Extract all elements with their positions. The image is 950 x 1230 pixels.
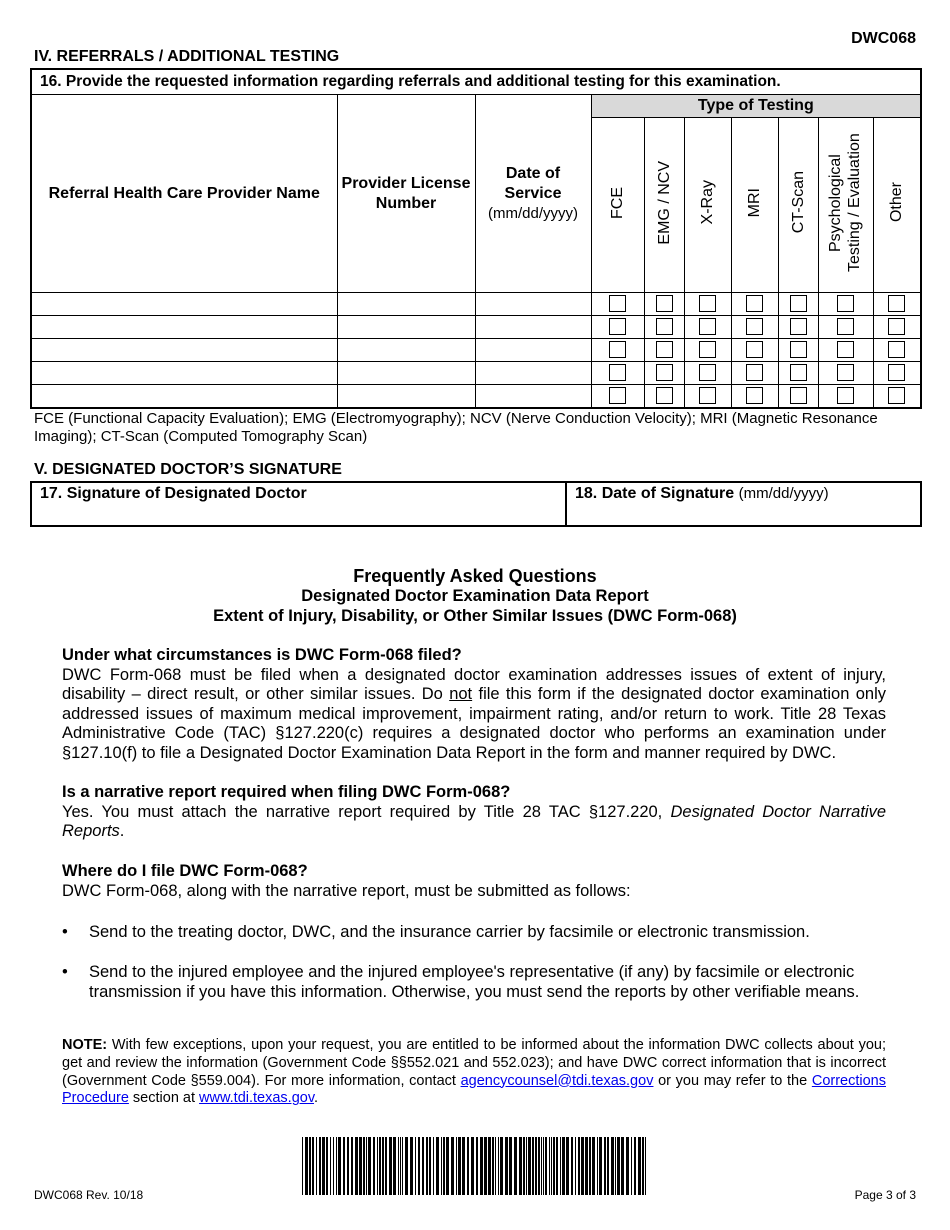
- form-id: DWC068: [851, 30, 916, 47]
- psychological-checkbox[interactable]: [837, 364, 854, 381]
- xray-checkbox[interactable]: [699, 318, 716, 335]
- referrals-table: [30, 68, 922, 409]
- mri-checkbox[interactable]: [746, 341, 763, 358]
- q18-format: (mm/dd/yyyy): [738, 485, 829, 502]
- question-16: 16. Provide the requested information regarding referrals and additional testing for this examination.: [31, 69, 921, 95]
- emg-ncv-checkbox[interactable]: [656, 318, 673, 335]
- date-input[interactable]: [475, 293, 591, 316]
- faq-section-3: [62, 862, 886, 901]
- col-license-number: Provider License Number: [337, 95, 475, 293]
- emg-ncv-checkbox[interactable]: [656, 364, 673, 381]
- license-input[interactable]: [337, 385, 475, 409]
- footer-page-number: Page 3 of 3: [854, 1188, 916, 1202]
- bullet-text-2: Send to the injured employee and the injured employee's representative (if any) by facsimile or electronic transmission if you have this information. Otherwise, you must send the reports by other verifiable means.: [89, 963, 860, 1001]
- psychological-checkbox[interactable]: [837, 318, 854, 335]
- xray-checkbox[interactable]: [699, 341, 716, 358]
- fce-checkbox[interactable]: [609, 364, 626, 381]
- other-checkbox[interactable]: [888, 295, 905, 312]
- agency-counsel-email-link[interactable]: agencycounsel@tdi.texas.gov: [460, 1072, 654, 1089]
- faq-subtitle-1: Designated Doctor Examination Data Report: [301, 587, 649, 605]
- mri-checkbox[interactable]: [746, 364, 763, 381]
- faq-answer-1: DWC Form-068 must be filed when a designated doctor examination addresses issues of extent of injury, disability – direct result, or other similar issues. Do not file this form if the designated doctor examination only addressed issues of maximum medical improvement, impairment rating, and/or return to work. Title 28 Texas Administrative Code (TAC) §127.220(c) requires a designated doctor who performs an examination under §127.10(f) to file a Designated Doctor Examination Data Report in the form and manner required by DWC.: [62, 665, 886, 762]
- signature-field[interactable]: [31, 482, 566, 526]
- other-checkbox[interactable]: [888, 364, 905, 381]
- date-input[interactable]: [475, 316, 591, 339]
- section-iv-title: IV. REFERRALS / ADDITIONAL TESTING: [34, 48, 340, 65]
- license-input[interactable]: [337, 293, 475, 316]
- abbreviation-legend: FCE (Functional Capacity Evaluation); EMG (Electromyography); NCV (Nerve Conduction Velocity); MRI (Magnetic Resonance Imaging); CT-Scan (Computed Tomography Scan): [34, 410, 878, 445]
- mri-checkbox[interactable]: [746, 295, 763, 312]
- license-input[interactable]: [337, 316, 475, 339]
- date-input[interactable]: [475, 339, 591, 362]
- faq-question-1: Under what circumstances is DWC Form-068 filed?: [62, 646, 462, 664]
- xray-checkbox[interactable]: [699, 364, 716, 381]
- emg-ncv-checkbox[interactable]: [656, 295, 673, 312]
- section-v-title: V. DESIGNATED DOCTOR’S SIGNATURE: [34, 461, 342, 478]
- q17-label: 17. Signature of Designated Doctor: [40, 485, 307, 502]
- mri-checkbox[interactable]: [746, 318, 763, 335]
- faq-subtitle-2: Extent of Injury, Disability, or Other Similar Issues (DWC Form-068): [213, 607, 737, 625]
- fce-checkbox[interactable]: [609, 318, 626, 335]
- faq-answer-2: Yes. You must attach the narrative report required by Title 28 TAC §127.220, Designated Doctor Narrative Reports.: [62, 802, 886, 840]
- bullet-icon: •: [62, 923, 68, 941]
- provider-name-input[interactable]: [31, 339, 337, 362]
- col-emg-ncv: EMG / NCV: [644, 118, 684, 293]
- provider-name-input[interactable]: [31, 362, 337, 385]
- type-of-testing-header: Type of Testing: [591, 95, 921, 118]
- faq-question-2: Is a narrative report required when filing DWC Form-068?: [62, 783, 511, 801]
- date-input[interactable]: [475, 362, 591, 385]
- col-xray: X-Ray: [684, 118, 731, 293]
- ct-scan-checkbox[interactable]: [790, 295, 807, 312]
- list-item: [62, 922, 886, 942]
- psychological-checkbox[interactable]: [837, 387, 854, 404]
- provider-name-input[interactable]: [31, 316, 337, 339]
- ct-scan-checkbox[interactable]: [790, 387, 807, 404]
- faq-answer-3: DWC Form-068, along with the narrative report, must be submitted as follows:: [62, 881, 631, 900]
- col-provider-name: Referral Health Care Provider Name: [31, 95, 337, 293]
- other-checkbox[interactable]: [888, 387, 905, 404]
- emg-ncv-checkbox[interactable]: [656, 341, 673, 358]
- table-row: [31, 293, 921, 316]
- faq-title: Frequently Asked Questions: [353, 566, 597, 586]
- col-other: Other: [873, 118, 921, 293]
- ct-scan-checkbox[interactable]: [790, 364, 807, 381]
- corrections-procedure-link[interactable]: Corrections Procedure: [62, 1072, 886, 1107]
- privacy-note: NOTE: With few exceptions, upon your request, you are entitled to be informed about the information DWC collects about you; get and review the information (Government Code §§552.021 and 552.023); and have DWC correct information that is incorrect (Government Code §559.004). For more information, contact agencycounsel@tdi.texas.gov or you may refer to the Corrections Procedure section at www.tdi.texas.gov.: [62, 1037, 886, 1107]
- q18-label: 18. Date of Signature: [575, 485, 735, 502]
- provider-name-input[interactable]: [31, 293, 337, 316]
- license-input[interactable]: [337, 339, 475, 362]
- footer-revision: DWC068 Rev. 10/18: [34, 1188, 144, 1202]
- col-mri: MRI: [731, 118, 778, 293]
- table-row: [31, 385, 921, 409]
- date-input[interactable]: [475, 385, 591, 409]
- bullet-text-1: Send to the treating doctor, DWC, and the insurance carrier by facsimile or electronic transmission.: [89, 923, 810, 941]
- col-date-of-service: Date of Service (mm/dd/yyyy): [475, 95, 591, 293]
- emg-ncv-checkbox[interactable]: [656, 387, 673, 404]
- fce-checkbox[interactable]: [609, 341, 626, 358]
- col-fce: FCE: [591, 118, 644, 293]
- psychological-checkbox[interactable]: [837, 341, 854, 358]
- xray-checkbox[interactable]: [699, 295, 716, 312]
- provider-name-input[interactable]: [31, 385, 337, 409]
- faq-section-2: [62, 783, 886, 842]
- other-checkbox[interactable]: [888, 341, 905, 358]
- ct-scan-checkbox[interactable]: [790, 318, 807, 335]
- col-psychological: Psychological Testing / Evaluation: [818, 118, 873, 293]
- mri-checkbox[interactable]: [746, 387, 763, 404]
- faq-section-1: [62, 646, 886, 763]
- tdi-website-link[interactable]: www.tdi.texas.gov: [199, 1090, 315, 1107]
- ct-scan-checkbox[interactable]: [790, 341, 807, 358]
- license-input[interactable]: [337, 362, 475, 385]
- signature-table: [30, 481, 922, 527]
- signature-date-field[interactable]: [566, 482, 921, 526]
- bullet-icon: •: [62, 963, 68, 981]
- other-checkbox[interactable]: [888, 318, 905, 335]
- barcode-image: [302, 1137, 648, 1195]
- faq-question-3: Where do I file DWC Form-068?: [62, 862, 308, 880]
- fce-checkbox[interactable]: [609, 387, 626, 404]
- note-label: NOTE:: [62, 1037, 108, 1053]
- table-row: [31, 316, 921, 339]
- col-ct-scan: CT-Scan: [778, 118, 818, 293]
- xray-checkbox[interactable]: [699, 387, 716, 404]
- list-item: [62, 962, 886, 1002]
- table-row: [31, 362, 921, 385]
- table-row: [31, 339, 921, 362]
- psychological-checkbox[interactable]: [837, 295, 854, 312]
- fce-checkbox[interactable]: [609, 295, 626, 312]
